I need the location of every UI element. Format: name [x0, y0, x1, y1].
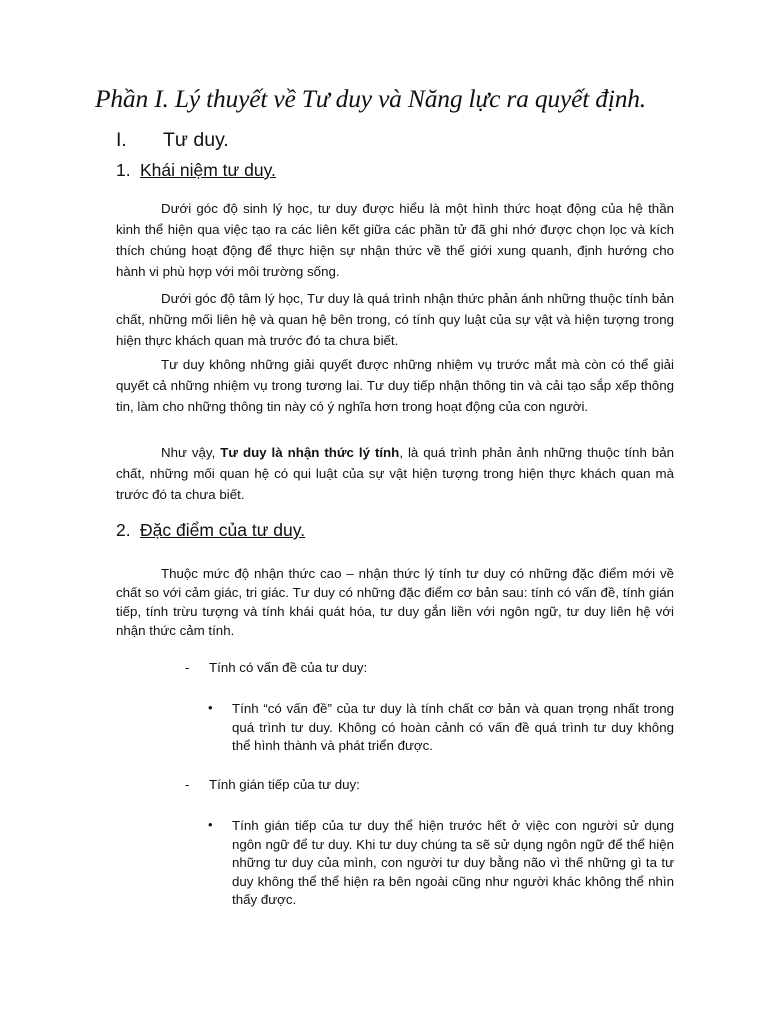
bullet-marker: •	[208, 817, 213, 832]
paragraph-4-rest: , là quá trình phản ảnh những thuộc tính bản chất, những mối quan hệ có qui luật của sự vật hiện tượng trong hiện thực khách quan mà trước đó ta chưa biết.	[116, 445, 674, 502]
paragraph-1: Dưới góc độ sinh lý học, tư duy được hiểu là một hình thức hoạt động của hệ thần kinh thể hiện qua việc tạo ra các liên kết giữa các phần tử đã ghi nhớ được chọn lọc và kích thích chúng hoạt động để thực hiện sự nhận thức về thế giới xung quanh, định hướng cho hành vi phù hợp với môi trường sống.	[116, 201, 674, 279]
paragraph-2: Dưới góc độ tâm lý học, Tư duy là quá trình nhận thức phản ánh những thuộc tính bản chất, những mối liên hệ và quan hệ bên trong, có tính quy luật của sự vật và hiện tượng trong hiện thực khách quan mà trước đó ta chưa biết.	[116, 291, 674, 348]
page-title: Phần I. Lý thuyết về Tư duy và Năng lực ra quyết định.	[95, 84, 646, 113]
subsection-number: 2.	[116, 520, 131, 540]
paragraph-3: Tư duy không những giải quyết được những nhiệm vụ trước mắt mà còn có thể giải quyết cả những nhiệm vụ trong tương lai. Tư duy tiếp nhận thông tin và cải tạo sắp xếp thông tin, làm cho những thông tin này có ý nghĩa hơn trong hoạt động của con người.	[116, 357, 674, 414]
bullet-marker: •	[208, 700, 213, 715]
dash-marker: -	[185, 777, 190, 792]
dash-marker: -	[185, 660, 190, 675]
subsection-heading-2	[116, 520, 305, 541]
list-item-heading	[185, 777, 360, 792]
paragraph-4-emphasis: Tư duy là nhận thức lý tính	[220, 445, 400, 460]
list-item-heading	[185, 660, 367, 675]
subsection-label: Khái niệm tư duy.	[140, 160, 276, 180]
subsection-heading-1	[116, 160, 276, 181]
subsection-number: 1.	[116, 160, 131, 180]
section-number: I.	[116, 129, 127, 151]
subsection-label: Đặc điểm của tư duy.	[140, 520, 306, 540]
bullet-item-text: Tính gián tiếp của tư duy thể hiện trước hết ở việc con người sử dụng ngôn ngữ để tư duy. Khi tư duy chúng ta sẽ sử dụng ngôn ngữ để thể hiện những tư duy của mình, con người tư duy bằng não vì thế những gì ta tư duy không thể thể hiện ra bên ngoài cũng như người khác không thể nhìn thấy được.	[232, 818, 674, 907]
paragraph-5: Thuộc mức độ nhận thức cao – nhận thức lý tính tư duy có những đặc điểm mới về chất so với cảm giác, tri giác. Tư duy có những đặc điểm cơ bản sau: tính có vấn đề, tính gián tiếp, tính trừu tượng và tính khái quát hóa, tư duy gắn liền với ngôn ngữ, tư duy liên hệ với nhận thức cảm tính.	[116, 566, 674, 638]
section-label: Tư duy.	[163, 129, 229, 151]
bullet-item-text: Tính “có vấn đề” của tư duy là tính chất cơ bản và quan trọng nhất trong quá trình tư duy. Không có hoàn cảnh có vấn đề quá trình tư duy không thể hình thành và phát triển được.	[232, 701, 674, 753]
paragraph-4	[116, 442, 674, 505]
bullet-item	[208, 700, 674, 756]
list-item-heading-text: Tính có vấn đề của tư duy:	[209, 660, 368, 675]
bullet-item	[208, 817, 674, 910]
paragraph-4-lead: Như vậy,	[161, 445, 221, 460]
list-item-heading-text: Tính gián tiếp của tư duy:	[209, 777, 360, 792]
section-heading-1	[116, 129, 229, 152]
